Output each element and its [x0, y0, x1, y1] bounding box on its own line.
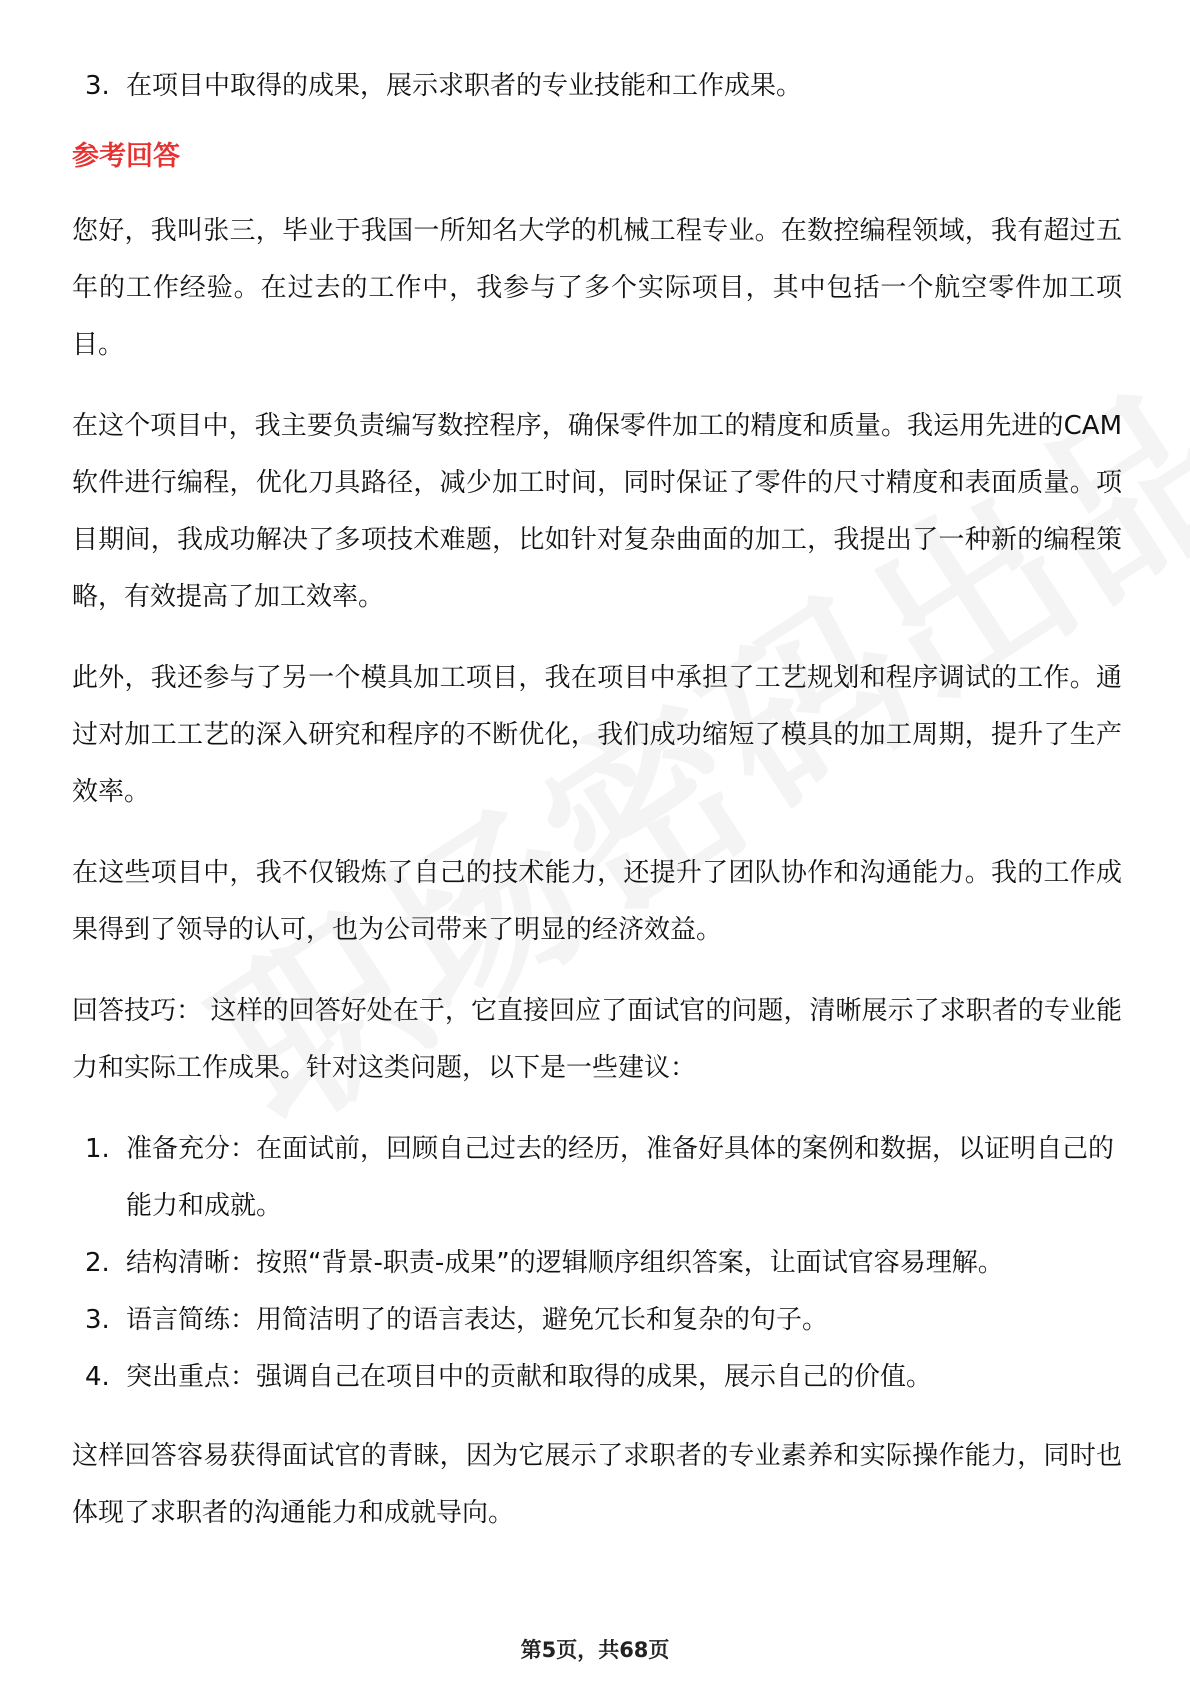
list-item-number: 1. — [85, 1134, 110, 1164]
list-item — [72, 1121, 1122, 1235]
page-number: 第5页，共68页 — [520, 1638, 670, 1662]
list-item-text: 语言简练：用简洁明了的语言表达，避免冗长和复杂的句子。 — [126, 1305, 829, 1335]
list-item — [72, 1235, 1122, 1292]
tips-intro-paragraph: 回答技巧： 这样的回答好处在于，它直接回应了面试官的问题，清晰展示了求职者的专业能力和实际工作成果。针对这类问题，以下是一些建议： — [72, 996, 1122, 1083]
list-item — [72, 58, 1122, 115]
list-item-text: 突出重点：强调自己在项目中的贡献和取得的成果，展示自己的价值。 — [126, 1362, 933, 1392]
tips-list — [72, 1121, 1122, 1406]
list-item-number: 2. — [85, 1248, 110, 1278]
list-item-text: 结构清晰：按照“背景-职责-成果”的逻辑顺序组织答案，让面试官容易理解。 — [126, 1248, 1004, 1278]
list-item-text: 在项目中取得的成果，展示求职者的专业技能和工作成果。 — [126, 71, 803, 101]
list-item — [72, 1292, 1122, 1349]
list-item-number: 3. — [85, 1305, 110, 1335]
answer-paragraph-3: 此外，我还参与了另一个模具加工项目，我在项目中承担了工艺规划和程序调试的工作。通过对加工工艺的深入研究和程序的不断优化，我们成功缩短了模具的加工周期，提升了生产效率。 — [72, 663, 1122, 807]
answer-paragraph-1: 您好，我叫张三，毕业于我国一所知名大学的机械工程专业。在数控编程领域，我有超过五年的工作经验。在过去的工作中，我参与了多个实际项目，其中包括一个航空零件加工项目。 — [72, 216, 1122, 360]
closing-paragraph: 这样回答容易获得面试官的青睐，因为它展示了求职者的专业素养和实际操作能力，同时也体现了求职者的沟通能力和成就导向。 — [72, 1441, 1122, 1528]
answer-paragraph-2: 在这个项目中，我主要负责编写数控程序，确保零件加工的精度和质量。我运用先进的CAM软件进行编程，优化刀具路径，减少加工时间，同时保证了零件的尺寸精度和表面质量。项目期间，我成功解决了多项技术难题，比如针对复杂曲面的加工，我提出了一种新的编程策略，有效提高了加工效率。 — [72, 411, 1122, 612]
page-content — [72, 58, 1122, 1566]
criteria-list — [72, 58, 1122, 115]
list-item — [72, 1349, 1122, 1406]
section-heading: 参考回答 — [72, 141, 180, 172]
list-item-number: 4. — [85, 1362, 110, 1392]
answer-paragraph-4: 在这些项目中，我不仅锻炼了自己的技术能力，还提升了团队协作和沟通能力。我的工作成果得到了领导的认可，也为公司带来了明显的经济效益。 — [72, 858, 1122, 945]
list-item-text: 准备充分：在面试前，回顾自己过去的经历，准备好具体的案例和数据，以证明自己的能力和成就。 — [126, 1134, 1115, 1221]
list-item-number: 3. — [85, 71, 110, 101]
